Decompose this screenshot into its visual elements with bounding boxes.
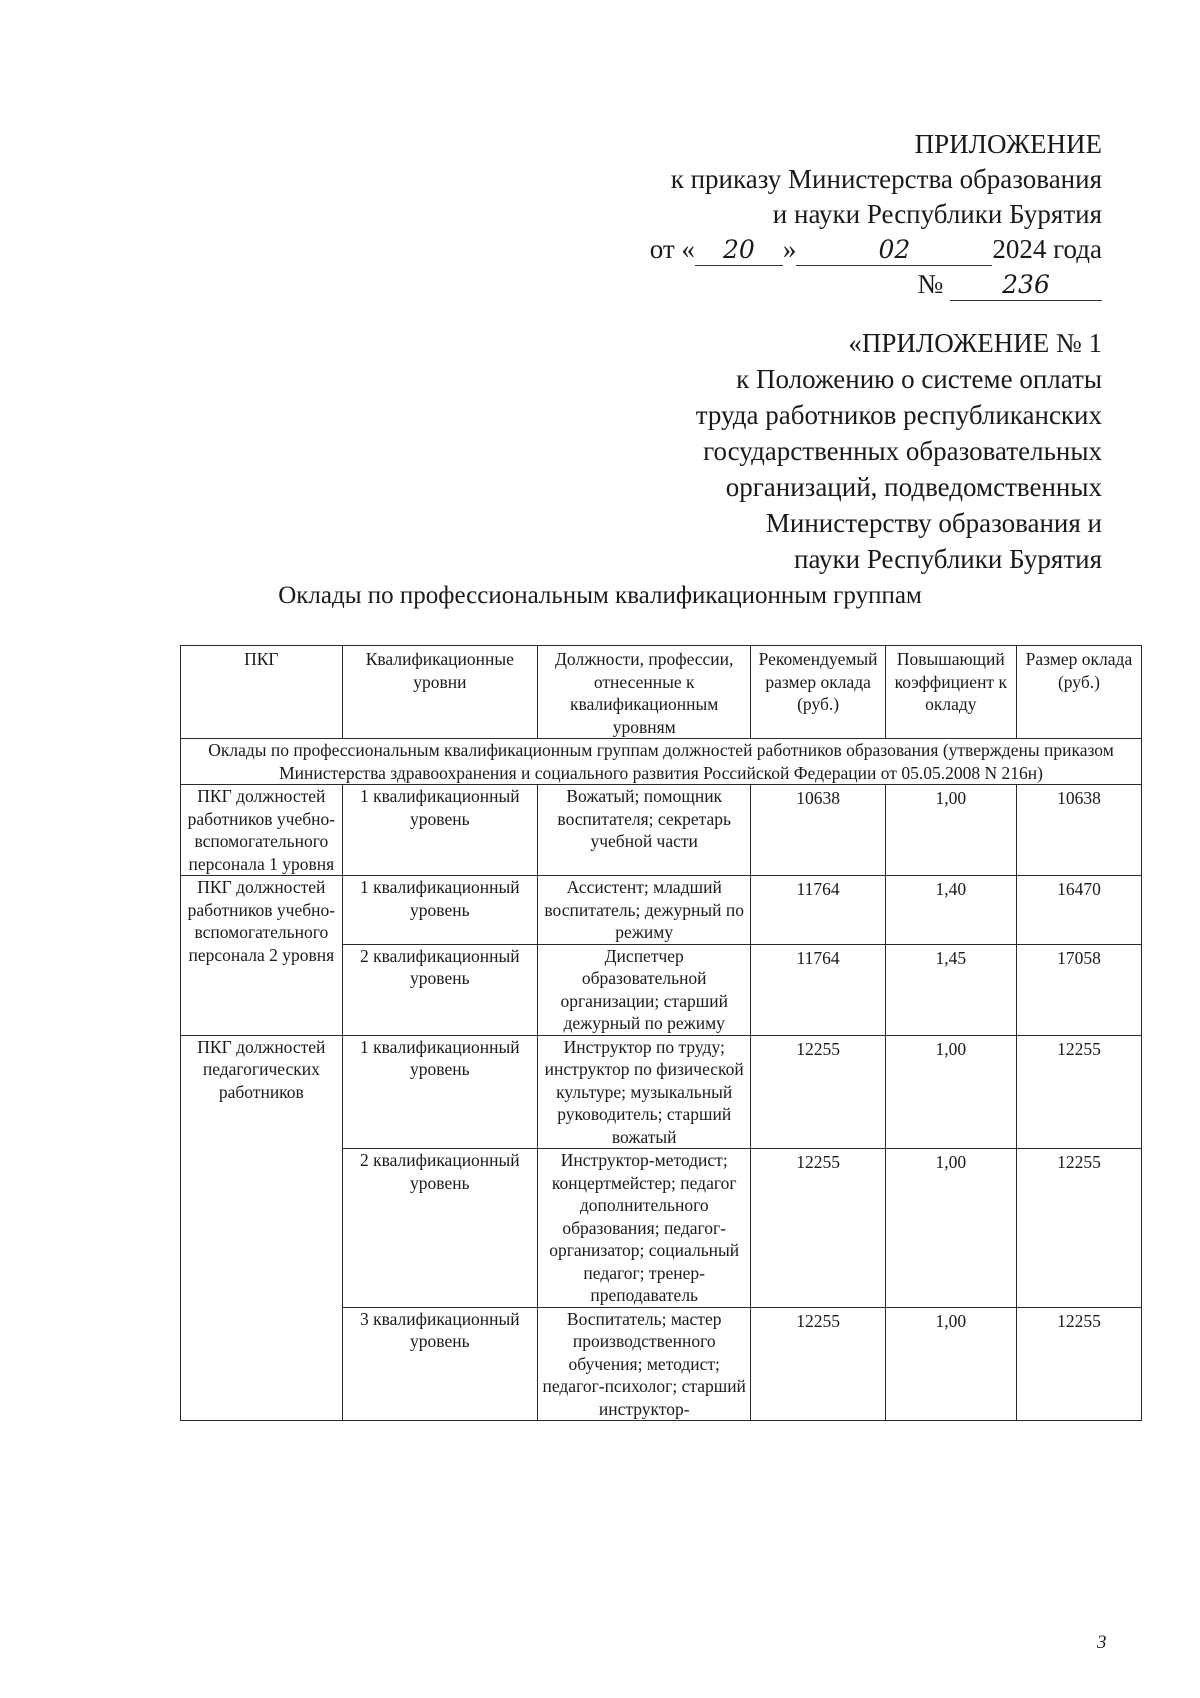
header-salary: Размер оклада (руб.) — [1016, 646, 1141, 739]
positions-cell: Инструктор по труду; инструктор по физической культуре; музыкальный руководитель; старший вожатый — [537, 1035, 751, 1149]
recommended-cell: 11764 — [751, 876, 885, 945]
pkg-cell: ПКГ должностей педагогических работников — [181, 1035, 343, 1421]
header-title: ПРИЛОЖЕНИЕ — [914, 129, 1102, 159]
salary-cell: 16470 — [1016, 876, 1141, 945]
number-label: № — [917, 269, 944, 299]
salary-cell: 10638 — [1016, 785, 1141, 876]
coefficient-cell: 1,45 — [885, 944, 1016, 1035]
appendix-line: организаций, подведомственных — [725, 472, 1102, 502]
page-number: 3 — [1097, 1632, 1107, 1653]
appendix-line: «ПРИЛОЖЕНИЕ № 1 — [848, 328, 1102, 358]
section-row — [181, 739, 1142, 785]
positions-cell: Инструктор-методист; концертмейстер; педагог дополнительного образования; педагог-организатор; социальный педагог; тренер-преподаватель — [537, 1149, 751, 1308]
document-title: Оклады по профессиональным квалификационным группам — [278, 582, 922, 609]
level-cell: 1 квалификационный уровень — [342, 785, 537, 876]
level-cell: 2 квалификационный уровень — [342, 1149, 537, 1308]
coefficient-cell: 1,00 — [885, 1149, 1016, 1308]
recommended-cell: 12255 — [751, 1149, 885, 1308]
recommended-cell: 12255 — [751, 1035, 885, 1149]
order-header — [650, 127, 1102, 302]
table-header-row — [181, 646, 1142, 739]
coefficient-cell: 1,00 — [885, 785, 1016, 876]
header-number-line — [650, 267, 1102, 302]
level-cell: 1 квалификационный уровень — [342, 876, 537, 945]
table-row — [181, 876, 1142, 945]
appendix-line: пауки Республики Бурятия — [794, 544, 1102, 574]
salary-cell: 12255 — [1016, 1149, 1141, 1308]
salary-cell: 17058 — [1016, 944, 1141, 1035]
number-value: 236 — [950, 269, 1102, 301]
pkg-cell: ПКГ должностей работников учебно-вспомогательного персонала 1 уровня — [181, 785, 343, 876]
date-mid: » — [782, 234, 797, 264]
positions-cell: Ассистент; младший воспитатель; дежурный по режиму — [537, 876, 751, 945]
table-row — [181, 1035, 1142, 1149]
appendix-line: Министерству образования и — [765, 508, 1102, 538]
appendix-header — [696, 325, 1102, 577]
appendix-line: к Положению о системе оплаты — [736, 364, 1102, 394]
positions-cell: Вожатый; помощник воспитателя; секретарь учебной части — [537, 785, 751, 876]
appendix-line: государственных образовательных — [703, 436, 1102, 466]
coefficient-cell: 1,00 — [885, 1035, 1016, 1149]
header-pkg: ПКГ — [181, 646, 343, 739]
salary-table — [180, 645, 1142, 1421]
date-prefix: от « — [649, 234, 695, 264]
level-cell: 2 квалификационный уровень — [342, 944, 537, 1035]
header-recommended: Рекомендуемый размер оклада (руб.) — [751, 646, 885, 739]
level-cell: 1 квалификационный уровень — [342, 1035, 537, 1149]
recommended-cell: 11764 — [751, 944, 885, 1035]
header-coefficient: Повышающий коэффициент к окладу — [885, 646, 1016, 739]
recommended-cell: 10638 — [751, 785, 885, 876]
salary-cell: 12255 — [1016, 1307, 1141, 1421]
date-year: 2024 года — [992, 234, 1102, 264]
positions-cell: Диспетчер образовательной организации; старший дежурный по режиму — [537, 944, 751, 1035]
coefficient-cell: 1,00 — [885, 1307, 1016, 1421]
coefficient-cell: 1,40 — [885, 876, 1016, 945]
level-cell: 3 квалификационный уровень — [342, 1307, 537, 1421]
recommended-cell: 12255 — [751, 1307, 885, 1421]
positions-cell: Воспитатель; мастер производственного обучения; методист; педагог-психолог; старший инструктор- — [537, 1307, 751, 1421]
section-title: Оклады по профессиональным квалификационным группам должностей работников образования (утверждены приказом Министерства здравоохранения и социального развития Российской Федерации от 05.05.2008 N 216н) — [181, 739, 1142, 785]
header-line-2: и науки Республики Бурятия — [772, 199, 1102, 229]
header-line-1: к приказу Министерства образования — [670, 164, 1102, 194]
appendix-line: труда работников республиканских — [695, 400, 1102, 430]
header-level: Квалификационные уровни — [342, 646, 537, 739]
header-date-line — [650, 232, 1102, 267]
salary-cell: 12255 — [1016, 1035, 1141, 1149]
date-day: 20 — [695, 234, 783, 266]
pkg-cell: ПКГ должностей работников учебно-вспомогательного персонала 2 уровня — [181, 876, 343, 1036]
header-positions: Должности, профессии, отнесенные к квалификационным уровням — [537, 646, 751, 739]
date-month: 02 — [796, 234, 992, 266]
table-row — [181, 785, 1142, 876]
